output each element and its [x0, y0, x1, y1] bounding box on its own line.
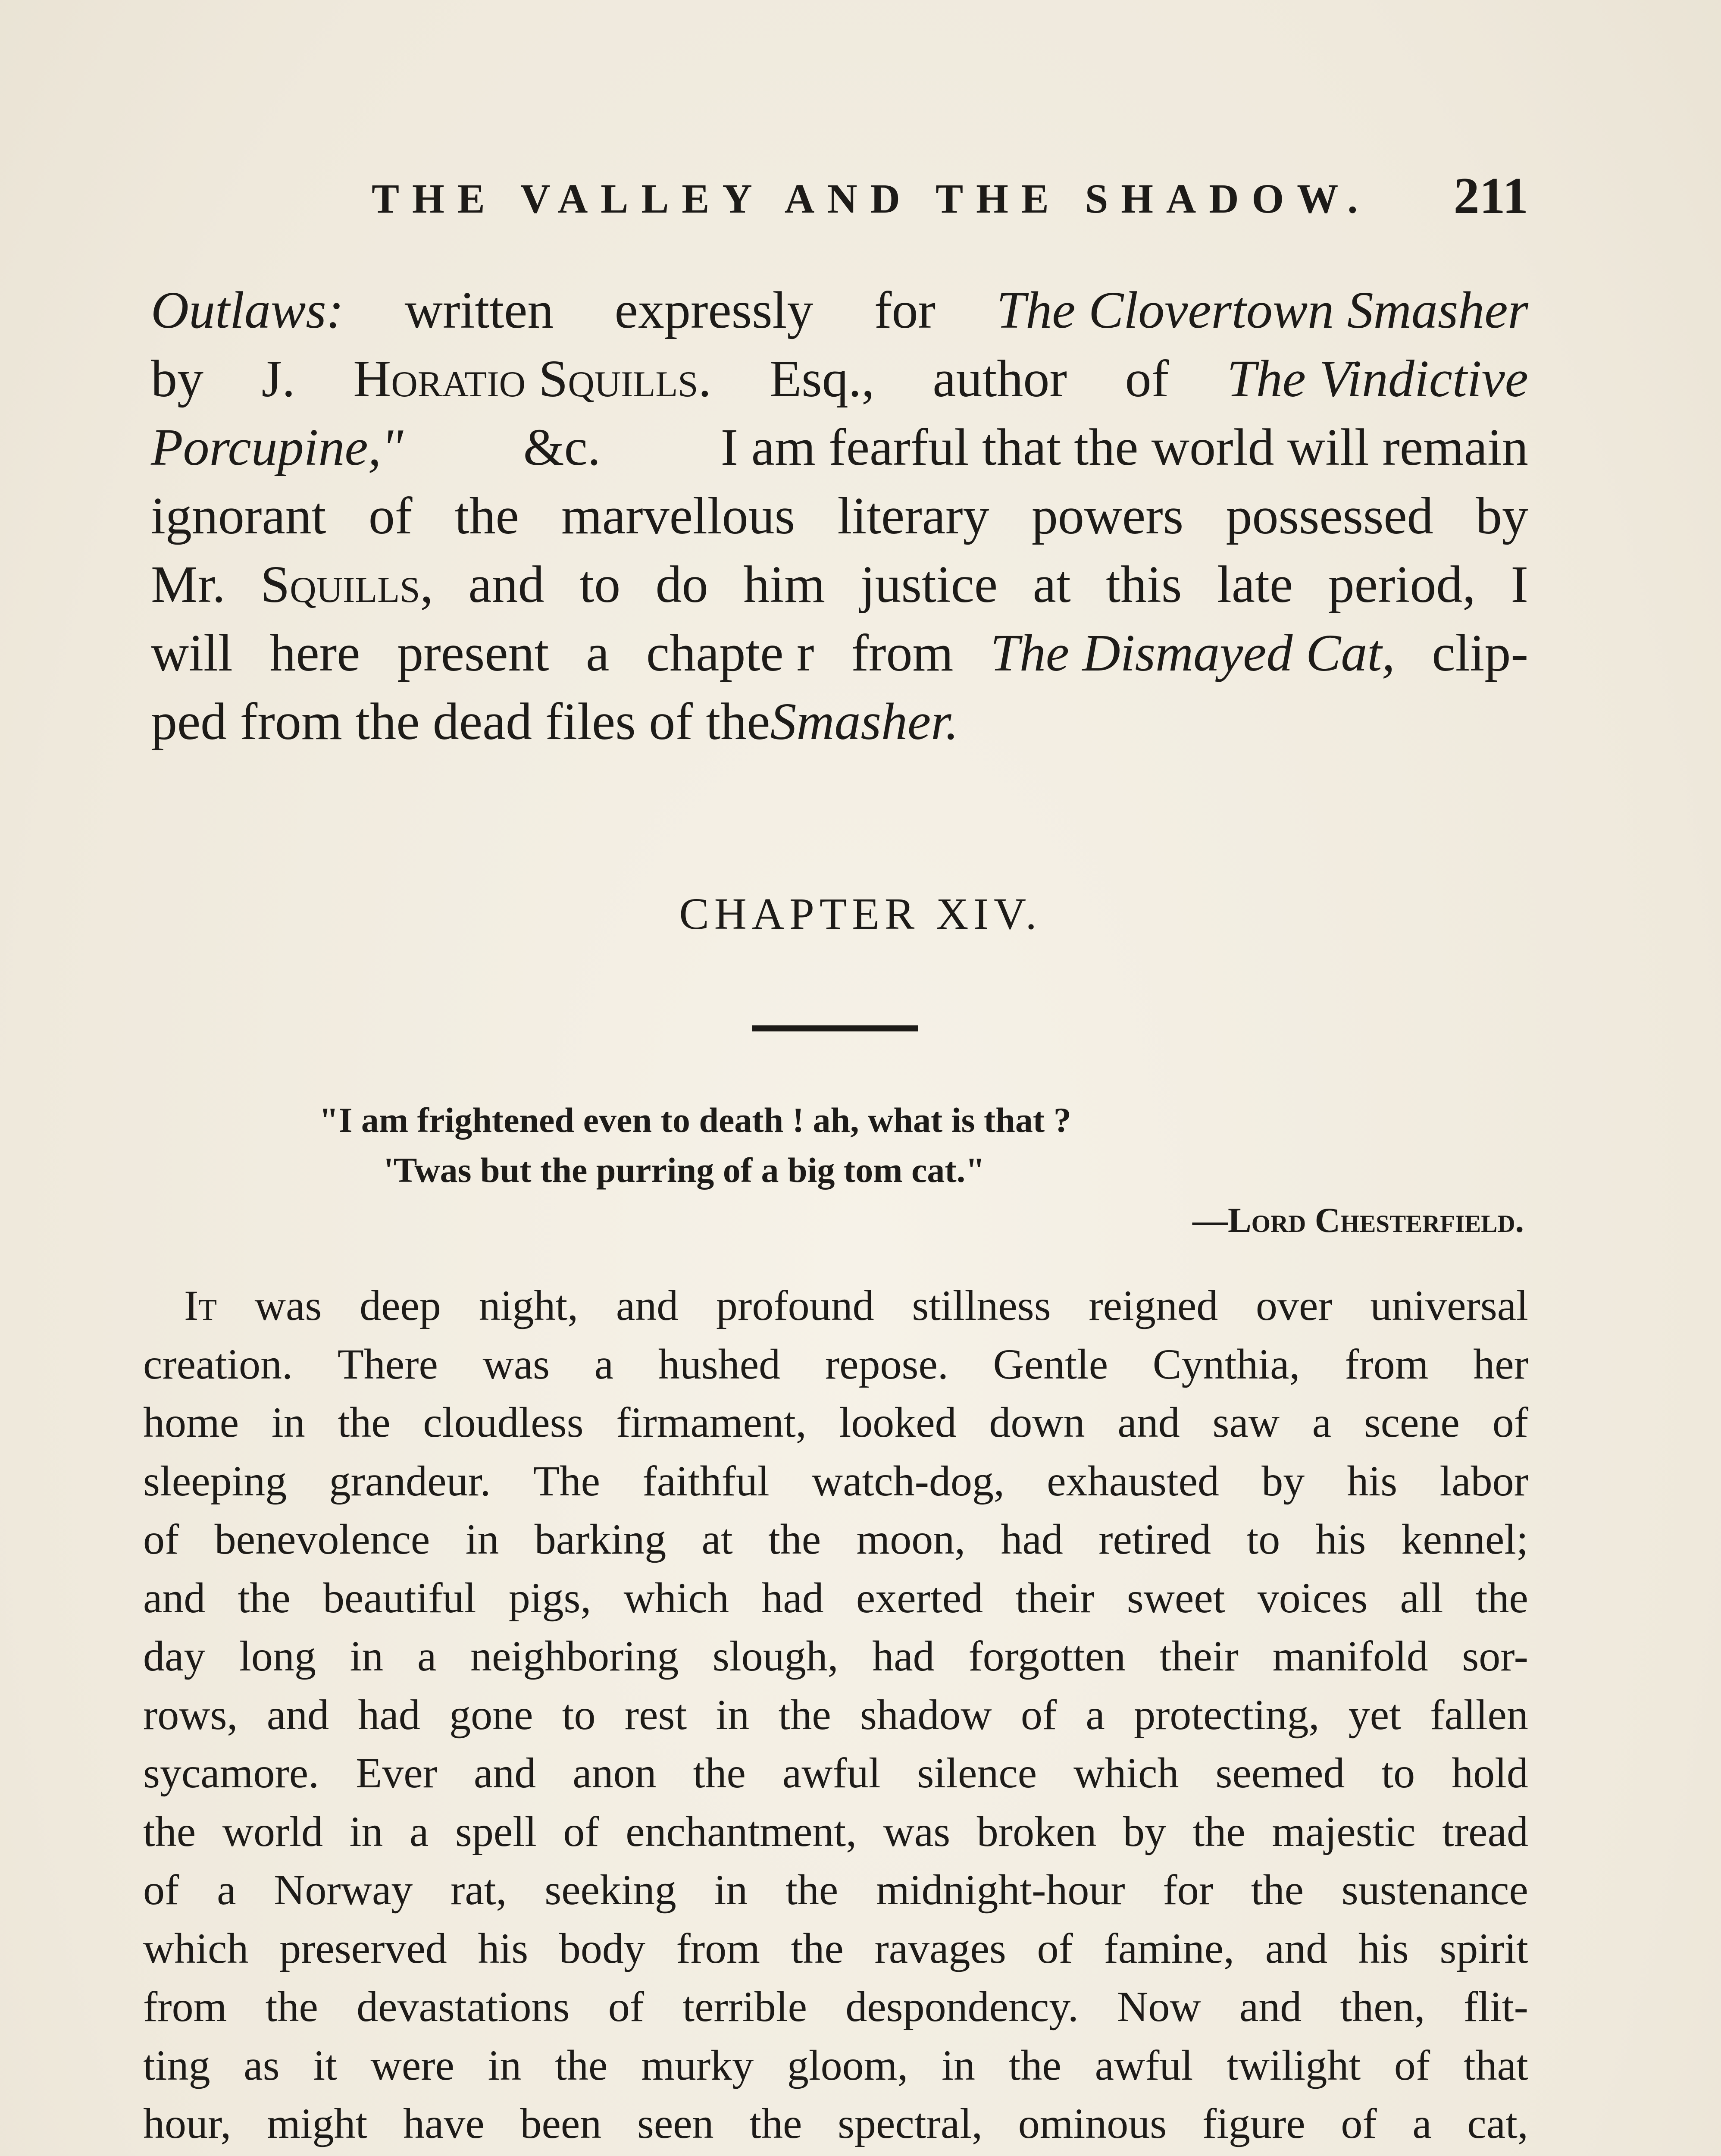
word: then,: [1340, 1983, 1425, 2031]
intro-line: [151, 482, 1528, 550]
word: clip-: [1432, 624, 1528, 682]
word: protecting,: [1134, 1690, 1320, 1739]
word: cloudless: [423, 1398, 584, 1446]
word: of: [368, 487, 413, 545]
word: of: [563, 1807, 599, 1855]
italic-title: The Dismayed Cat,: [990, 624, 1395, 682]
intro-line: [151, 550, 1528, 619]
word: Mr.: [151, 555, 225, 614]
word: figure: [1202, 2100, 1305, 2147]
word: the: [454, 487, 519, 545]
word: watch-dog,: [811, 1457, 1004, 1505]
body-line: [143, 1276, 1528, 1335]
intro-line: [151, 345, 1528, 413]
word: his: [1315, 1515, 1366, 1563]
word: from: [851, 624, 954, 682]
word: had: [761, 1573, 824, 1622]
word: flit-: [1463, 1983, 1528, 2031]
word: twilight: [1226, 2041, 1361, 2089]
word: terrible: [682, 1983, 807, 2031]
word: world: [222, 1807, 323, 1855]
word: will: [151, 624, 233, 682]
word: reigned: [1089, 1282, 1218, 1329]
word: Esq.,: [769, 350, 875, 408]
word: scene: [1364, 1398, 1460, 1446]
word: murky: [641, 2041, 754, 2089]
word: [889, 2153, 941, 2156]
italic-title: The Vindictive: [1227, 350, 1528, 408]
word: expressly: [614, 281, 814, 339]
word: seen: [637, 2100, 714, 2147]
word: here: [269, 624, 360, 682]
page-number: 211: [1453, 167, 1528, 224]
word: [143, 2153, 280, 2156]
word: benevolence: [214, 1515, 430, 1563]
word: and: [266, 1690, 329, 1739]
word: faithful: [642, 1457, 770, 1505]
body-line: [143, 1393, 1528, 1452]
word: from: [676, 1924, 760, 1972]
word: Cynthia,: [1152, 1340, 1300, 1388]
word: a: [594, 1340, 614, 1388]
word: from: [1345, 1340, 1429, 1388]
body-line: [143, 1569, 1528, 1627]
word: the: [1192, 1807, 1245, 1855]
word: was: [254, 1282, 322, 1329]
word: profound: [716, 1282, 874, 1329]
word: might: [266, 2100, 368, 2147]
word: looked: [839, 1398, 957, 1446]
word: of: [1394, 2041, 1430, 2089]
word: ominous: [1018, 2100, 1167, 2147]
word: a: [217, 1866, 236, 1914]
word: her: [1473, 1340, 1528, 1388]
author-name: Squills,: [260, 555, 433, 614]
word: repose.: [825, 1340, 948, 1388]
word: [421, 2153, 524, 2156]
body-line: [143, 1861, 1528, 1919]
word: Ever: [356, 1749, 437, 1797]
word: by: [1123, 1807, 1167, 1855]
body-line: [143, 1335, 1528, 1394]
word: sor-: [1462, 1632, 1528, 1680]
line-text: ped from the dead files of the: [151, 693, 770, 751]
word: [1259, 2153, 1408, 2156]
epigraph-attribution: —Lord Chesterfield.: [1192, 1200, 1524, 1240]
word: ravages: [874, 1924, 1006, 1972]
word: for: [1163, 1866, 1214, 1914]
running-head: THE VALLEY AND THE SHADOW.: [372, 175, 1371, 222]
word: author: [932, 350, 1067, 408]
word: majestic: [1272, 1807, 1416, 1855]
word: were: [370, 2041, 454, 2089]
word: beautiful: [323, 1573, 476, 1622]
word: in: [714, 1866, 748, 1914]
word: their: [1159, 1632, 1239, 1680]
word: and: [468, 555, 544, 614]
word: grandeur.: [329, 1457, 491, 1505]
word: slough,: [712, 1632, 839, 1680]
word: was: [482, 1340, 550, 1388]
word: day: [143, 1632, 206, 1680]
word: sustenance: [1341, 1866, 1528, 1914]
word: the: [555, 2041, 608, 2089]
word: exhausted: [1047, 1457, 1220, 1505]
word: it: [313, 2041, 337, 2089]
word: fallen: [1430, 1690, 1528, 1739]
word: [312, 2153, 388, 2156]
word: his: [1347, 1457, 1398, 1505]
word: of: [1341, 2100, 1377, 2147]
word: in: [465, 1515, 499, 1563]
word: period,: [1328, 555, 1476, 614]
word: the: [693, 1749, 746, 1797]
word: universal: [1370, 1282, 1528, 1329]
word: which: [623, 1573, 729, 1622]
word: spell: [455, 1807, 537, 1855]
page-header: [151, 166, 1528, 231]
word: forgotten: [968, 1632, 1126, 1680]
word: I am fearful that the world will remain: [720, 418, 1528, 476]
word: and: [143, 1573, 206, 1622]
word: all: [1400, 1573, 1443, 1622]
word: over: [1255, 1282, 1333, 1329]
word: seemed: [1215, 1749, 1345, 1797]
word: from: [143, 1983, 227, 2031]
word: J.: [261, 350, 295, 408]
epigraph-line: 'Twas but the purring of a big tom cat.": [384, 1150, 985, 1190]
word: the: [749, 2100, 802, 2147]
word: of: [1020, 1690, 1057, 1739]
word: in: [488, 2041, 522, 2089]
word: the: [791, 1924, 844, 1972]
italic-title: Smasher.: [770, 693, 959, 751]
word: pigs,: [508, 1573, 591, 1622]
word: sycamore.: [143, 1749, 319, 1797]
word: their: [1015, 1573, 1095, 1622]
word: preserved: [279, 1924, 447, 1972]
word: awful: [1095, 2041, 1193, 2089]
italic-title: Outlaws:: [151, 281, 344, 339]
word: Norway: [274, 1866, 413, 1914]
word: of: [608, 1983, 645, 2031]
word: seeking: [544, 1866, 676, 1914]
word: had: [872, 1632, 935, 1680]
intro-line: [151, 687, 1528, 756]
intro-paragraph: [151, 276, 1528, 756]
word: Gentle: [993, 1340, 1108, 1388]
word: [1440, 2153, 1528, 2156]
word: gloom,: [787, 2041, 908, 2089]
word: ting: [143, 2041, 210, 2089]
word: cat,: [1467, 2100, 1528, 2147]
word: at: [1033, 555, 1071, 614]
body-line: [143, 1919, 1528, 1978]
word: [973, 2153, 1132, 2156]
word: been: [520, 2100, 602, 2147]
italic-title: The Clovertown Smasher: [996, 281, 1528, 339]
word: enchantment,: [626, 1807, 857, 1855]
word: [739, 2153, 856, 2156]
word: for: [874, 281, 936, 339]
word: this: [1106, 555, 1182, 614]
word: in: [716, 1690, 750, 1739]
word: long: [239, 1632, 316, 1680]
word: ignorant: [151, 487, 326, 545]
word: [556, 2153, 707, 2156]
word: in: [349, 1807, 383, 1855]
word: in: [271, 1398, 305, 1446]
word: devastations: [357, 1983, 570, 2031]
word: have: [403, 2100, 485, 2147]
word: moon,: [856, 1515, 966, 1563]
word: late: [1217, 555, 1293, 614]
body-line: [143, 1510, 1528, 1569]
word: to: [562, 1690, 596, 1739]
word: to: [1381, 1749, 1415, 1797]
body-line: [143, 2036, 1528, 2095]
word: spectral,: [838, 2100, 983, 2147]
word: rest: [624, 1690, 687, 1739]
word: by: [151, 350, 203, 408]
word: sleeping: [143, 1457, 287, 1505]
word: the: [778, 1690, 831, 1739]
word: neighboring: [470, 1632, 679, 1680]
body-line: [143, 1627, 1528, 1686]
word: night,: [479, 1282, 579, 1329]
word: a: [417, 1632, 437, 1680]
word: of: [1492, 1398, 1528, 1446]
word: at: [701, 1515, 733, 1563]
word: famine,: [1104, 1924, 1235, 1972]
author-name: Horatio Squills.: [353, 350, 712, 408]
body-line: [143, 1686, 1528, 1744]
word: I: [1511, 555, 1528, 614]
epigraph-line: "I am frightened even to death ! ah, what is that ?: [319, 1100, 1071, 1140]
word: yet: [1348, 1690, 1401, 1739]
word: his: [478, 1924, 529, 1972]
word: of: [1125, 350, 1169, 408]
word: voices: [1257, 1573, 1368, 1622]
word: barking: [534, 1515, 666, 1563]
chapter-title: CHAPTER XIV.: [679, 889, 1042, 939]
word: possessed: [1226, 487, 1433, 545]
body-line: [143, 1802, 1528, 1861]
word: marvellous: [561, 487, 795, 545]
word: the: [1251, 1866, 1304, 1914]
word: was: [883, 1807, 951, 1855]
word: kennel;: [1401, 1515, 1528, 1563]
body-line: [143, 1452, 1528, 1510]
word: hour,: [143, 2100, 232, 2147]
word: There: [337, 1340, 438, 1388]
word: The: [533, 1457, 601, 1505]
body-line: [143, 2153, 1528, 2156]
word: justice: [860, 555, 998, 614]
body-line: [143, 1977, 1528, 2036]
word: home: [143, 1398, 239, 1446]
word: and: [616, 1282, 679, 1329]
intro-line: [151, 276, 1528, 345]
word: rat,: [451, 1866, 507, 1914]
word: to: [579, 555, 621, 614]
word: a: [1312, 1398, 1332, 1446]
word: that: [1463, 2041, 1528, 2089]
word: the: [768, 1515, 821, 1563]
word: deep: [360, 1282, 441, 1329]
word: gone: [449, 1690, 533, 1739]
word: of: [143, 1866, 179, 1914]
word: hold: [1452, 1749, 1528, 1797]
word: rows,: [143, 1690, 238, 1739]
word: midnight-hour: [876, 1866, 1125, 1914]
word: in: [942, 2041, 975, 2089]
word: a: [409, 1807, 429, 1855]
body-line: [143, 1744, 1528, 1802]
chapter-body: [143, 1276, 1528, 2156]
word: spirit: [1439, 1924, 1528, 1972]
word: despondency.: [845, 1983, 1079, 2031]
word: saw: [1212, 1398, 1280, 1446]
word: written: [404, 281, 554, 339]
word: It: [184, 1282, 217, 1329]
word: awful: [782, 1749, 881, 1797]
word: and: [473, 1749, 536, 1797]
word: body: [559, 1924, 645, 1972]
word: the: [238, 1573, 291, 1622]
word: in: [350, 1632, 384, 1680]
word: do: [655, 555, 708, 614]
word: literary: [837, 487, 989, 545]
word: by: [1261, 1457, 1305, 1505]
word: retired: [1098, 1515, 1211, 1563]
word: stillness: [912, 1282, 1051, 1329]
word: and: [1265, 1924, 1328, 1972]
italic-title: Porcupine,": [151, 418, 404, 476]
word: broken: [976, 1807, 1097, 1855]
word: powers: [1031, 487, 1184, 545]
word: the: [785, 1866, 839, 1914]
word: sweet: [1126, 1573, 1225, 1622]
word: the: [265, 1983, 318, 2031]
intro-line: [151, 413, 1528, 482]
word: tread: [1442, 1807, 1528, 1855]
word: had: [358, 1690, 420, 1739]
word: labor: [1439, 1457, 1528, 1505]
word: manifold: [1272, 1632, 1428, 1680]
word: had: [1001, 1515, 1063, 1563]
word: of: [143, 1515, 179, 1563]
word: firmament,: [616, 1398, 807, 1446]
word: a: [1086, 1690, 1105, 1739]
word: the: [338, 1398, 391, 1446]
word: exerted: [856, 1573, 983, 1622]
word: of: [1037, 1924, 1073, 1972]
word: silence: [917, 1749, 1037, 1797]
chapter-rule: [752, 1025, 918, 1031]
word: which: [143, 1924, 249, 1972]
word: his: [1358, 1924, 1409, 1972]
word: which: [1073, 1749, 1179, 1797]
word: present: [397, 624, 549, 682]
word: shadow: [860, 1690, 992, 1739]
word: a: [1412, 2100, 1432, 2147]
word: the: [1475, 1573, 1528, 1622]
word: anon: [573, 1749, 657, 1797]
intro-line: [151, 619, 1528, 687]
word: [1164, 2153, 1227, 2156]
epigraph: [151, 1095, 1528, 1245]
word: the: [1008, 2041, 1061, 2089]
word: as: [244, 2041, 280, 2089]
body-line: [143, 2094, 1528, 2153]
word: creation.: [143, 1340, 293, 1388]
word: &c.: [523, 418, 601, 476]
word: down: [989, 1398, 1085, 1446]
word: and: [1117, 1398, 1180, 1446]
word: a: [586, 624, 610, 682]
word: to: [1246, 1515, 1280, 1563]
word: Now: [1117, 1983, 1201, 2031]
word: hushed: [658, 1340, 781, 1388]
word: the: [143, 1807, 196, 1855]
word: him: [743, 555, 826, 614]
word: by: [1475, 487, 1528, 545]
word: and: [1239, 1983, 1302, 2031]
word: chapte r: [646, 624, 814, 682]
